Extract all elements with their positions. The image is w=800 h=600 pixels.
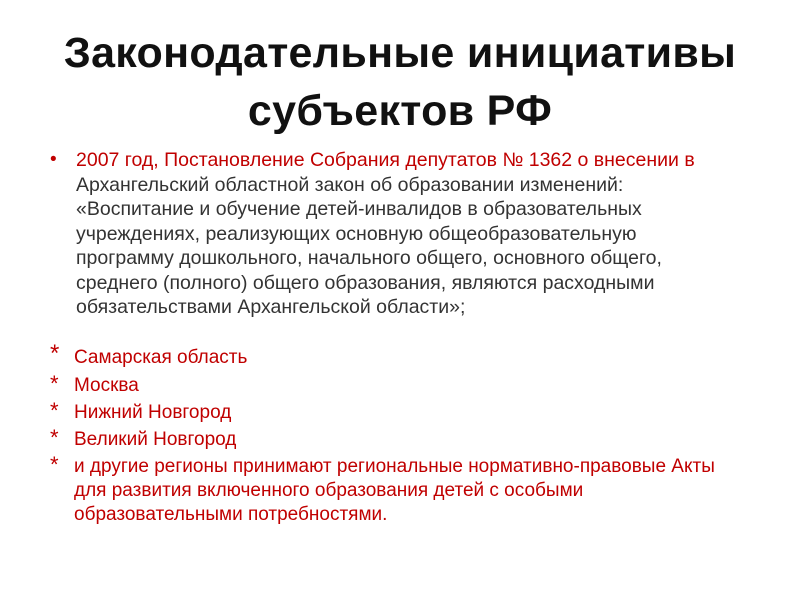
asterisk-icon: * xyxy=(50,340,60,367)
list-item xyxy=(50,425,750,452)
bullet-dot-icon: • xyxy=(50,149,57,170)
list-item xyxy=(50,398,750,425)
slide-title xyxy=(40,24,760,140)
region-samara: Самарская область xyxy=(74,347,248,368)
title-line-2: субъектов РФ xyxy=(247,87,553,135)
region-veliky-novgorod: Великий Новгород xyxy=(74,429,237,450)
title-line-1: Законодательные инициативы xyxy=(63,29,737,77)
bullet-decree: Постановление Собрания депутатов № 1362 о внесении в xyxy=(158,149,695,171)
asterisk-icon: * xyxy=(50,452,59,477)
bullet-body: Архангельский областной закон об образовании изменений: «Воспитание и обучение детей-инвалидов в образовательных учреждениях, реализующих основную общеобразовательную программу дошкольного, начального общего, основного общего, среднего (полного) общего образования, являются расходными обязательствами Архангельской области»; xyxy=(76,173,662,318)
region-moscow: Москва xyxy=(74,375,139,396)
region-nizhny-novgorod: Нижний Новгород xyxy=(74,402,232,423)
main-bullet-text xyxy=(76,148,730,320)
asterisk-icon: * xyxy=(50,398,59,423)
region-other: и другие регионы принимают региональные нормативно-правовые Акты для развития включенного образования детей с особыми образовательными потребностями. xyxy=(74,456,715,525)
main-bullet xyxy=(50,148,730,320)
asterisk-icon: * xyxy=(50,371,59,396)
list-item xyxy=(50,452,750,527)
asterisk-icon: * xyxy=(50,425,59,450)
regions-list xyxy=(50,340,750,530)
bullet-year: 2007 год, xyxy=(76,149,159,171)
list-item xyxy=(50,340,750,370)
list-item xyxy=(50,371,750,398)
